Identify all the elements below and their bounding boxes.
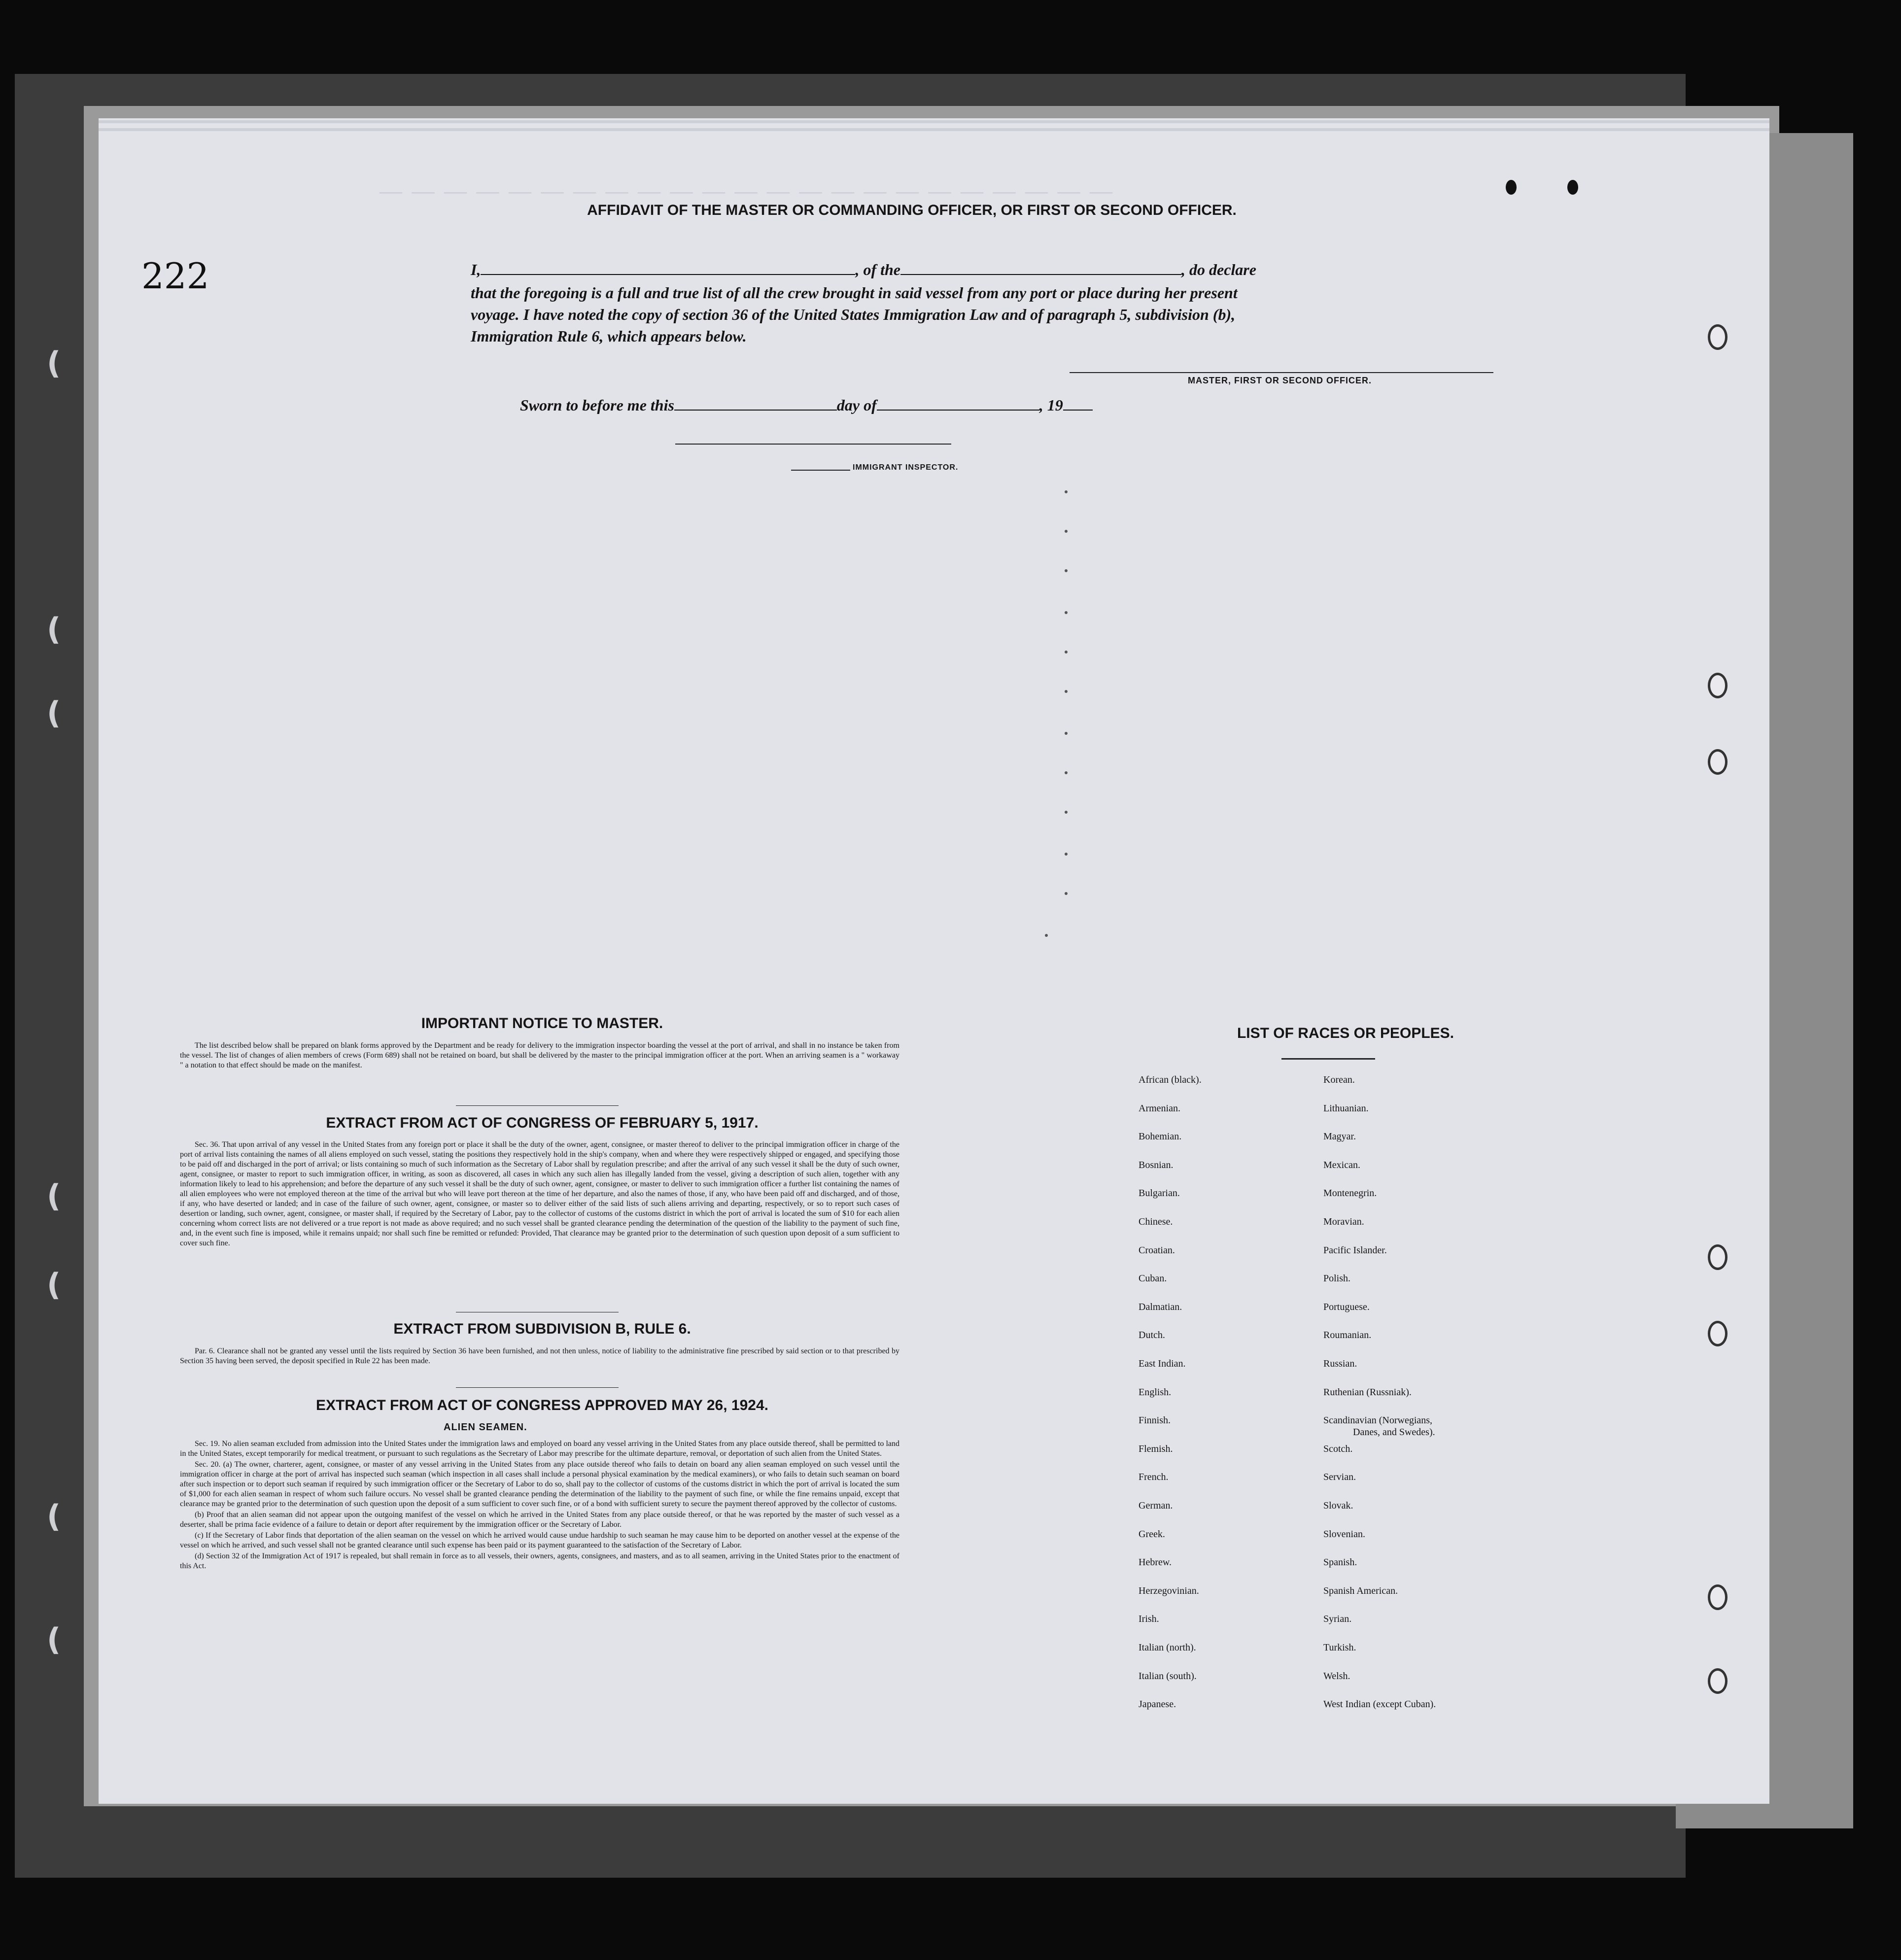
race-item: Italian (north). — [1139, 1642, 1196, 1653]
sworn-line — [520, 394, 1210, 416]
name-blank — [481, 259, 855, 275]
race-item: Irish. — [1139, 1614, 1159, 1625]
affidavit-line-1 — [471, 259, 1491, 280]
signature-line — [1070, 372, 1493, 373]
speck — [1065, 611, 1068, 614]
race-item: Turkish. — [1323, 1642, 1356, 1653]
binder-clip-icon: ( — [47, 695, 61, 731]
year-blank — [1063, 395, 1093, 411]
stamp-number: 222 — [141, 255, 209, 297]
binder-clip-icon: ( — [47, 611, 61, 647]
race-item: Bulgarian. — [1139, 1188, 1180, 1199]
document-page — [47, 118, 1769, 1804]
bleed-through-text: — — — — — — — — — — — — — — — — — — — — — — — — [380, 178, 1114, 203]
binder-clip-icon: ( — [47, 1267, 61, 1303]
race-item: Mexican. — [1323, 1159, 1360, 1170]
races-title-underline — [1281, 1058, 1375, 1060]
binder-clip-icon: ( — [47, 1178, 61, 1214]
race-item: Bohemian. — [1139, 1131, 1182, 1142]
affidavit-do-declare: , do declare — [1181, 261, 1256, 278]
speck — [1065, 690, 1068, 693]
sworn-day-of: day of — [836, 396, 877, 414]
race-item: Scotch. — [1323, 1443, 1353, 1454]
inspector-signature-line — [675, 444, 951, 445]
race-item: Syrian. — [1323, 1614, 1352, 1625]
extract-1924-body — [180, 1439, 899, 1572]
speck — [1065, 569, 1068, 572]
punch-dot — [1567, 180, 1578, 195]
signature-label: MASTER, FIRST OR SECOND OFFICER. — [1188, 376, 1372, 385]
race-item: Russian. — [1323, 1358, 1357, 1369]
race-item: Polish. — [1323, 1273, 1351, 1284]
extract-1917-paragraph: Sec. 36. That upon arrival of any vessel in the United States from any foreign port or place it shall be the duty of the owner, agent, consignee, or master thereof to deliver to the principal immigration officer in charge of the port of arrival lists containing the names of all aliens employed on such vessel, stating the positions they respectively hold in the ship's company, when and where they were respectively shipped or engaged, and specifying those to be paid off and discharged in the port of arrival; or lists containing so much of such information as the Secretary of Labor shall by regulation prescribe; and after the arrival of any such vessel it shall be the duty of such owner, agent, consignee, or master to report to such immigration officer, in writing, as soon as discovered, all cases in which any such alien has illegally landed from the vessel, giving a description of such alien, together with any information likely to lead to his apprehension; and before the departure of any such vessel it shall be the duty of such owner, agent, consignee, or master to deliver to such immigration officer a further list containing the names of all alien employees who were not employed thereon at the time of the arrival but who will leave port thereon at the time of her departure, and also the names of those, if any, who have been paid off and discharged, and of those, if any, who have deserted or landed; and in case of the failure of such owner, agent, consignee, or master so to deliver either of the said lists of such aliens arriving and departing, respectively, or so to report such cases of desertion or landing, such owner, agent, consignee, or master shall, if required by the Secretary of Labor, pay to the collector of customs of the customs district in which the port of arrival is located the sum of $10 for each alien concerning whom correct lists are not delivered or a true report is not made as above required; and no such vessel shall be granted clearance pending the determination of the question of the liability to the payment of such fine, and, in the event such fine is imposed, while it remains unpaid; nor shall such fine be remitted or refunded: Provided, That clearance may be granted prior to the determination of such question upon deposit of a sum sufficient to cover such fine. — [180, 1140, 899, 1247]
sec-19-paragraph: Sec. 19. No alien seaman excluded from admission into the United States under the immigration laws and employed on board any vessel arriving in the United States from any place outside thereof, shall be permitted to land in the United States, except temporarily for medical treatment, or pursuant to such regulations as the Secretary of Labor may prescribe for the ultimate departure, removal, or deportation of such alien from the United States. — [180, 1440, 899, 1458]
page-edge-strip — [99, 120, 1769, 123]
race-item: Roumanian. — [1323, 1330, 1372, 1341]
page-edge-strip — [99, 128, 1769, 131]
binder-hole — [1708, 1244, 1728, 1270]
race-item: Herzegovinian. — [1139, 1585, 1199, 1596]
sec-20c-paragraph: (c) If the Secretary of Labor finds that deportation of the alien seaman on the vessel on which he arrived would cause undue hardship to such seaman he may cause him to be deported on another vessel at the expense of the vessel on which he arrived, and such vessel shall not be granted clearance until such expense has been paid or its payment guaranteed to the satisfaction of the Secretary of Labor. — [180, 1531, 899, 1549]
extract-1924-title: EXTRACT FROM ACT OF CONGRESS APPROVED MAY 26, 1924. — [316, 1397, 768, 1413]
race-item: Chinese. — [1139, 1216, 1173, 1227]
race-item: West Indian (except Cuban). — [1323, 1699, 1436, 1710]
race-item: African (black). — [1139, 1074, 1202, 1085]
day-blank — [674, 395, 837, 411]
binder-clip-icon: ( — [47, 1498, 61, 1534]
subdivision-paragraph: Par. 6. Clearance shall not be granted any vessel until the lists required by Section 36 have been furnished, and not then unless, notice of liability to the administrative fine prescribed by said section or to that prescribed by Section 35 having been served, the deposit specified in Rule 22 has been made. — [180, 1347, 899, 1365]
race-item: Hebrew. — [1139, 1557, 1172, 1568]
notice-title: IMPORTANT NOTICE TO MASTER. — [421, 1015, 663, 1032]
races-title: LIST OF RACES OR PEOPLES. — [1237, 1025, 1454, 1041]
race-item: Servian. — [1323, 1472, 1356, 1483]
race-item: Italian (south). — [1139, 1670, 1197, 1682]
binder-clip-icon: ( — [47, 1621, 61, 1657]
affidavit-of-the: , of the — [855, 261, 900, 278]
race-item: English. — [1139, 1386, 1172, 1398]
race-item: Pacific Islander. — [1323, 1244, 1387, 1256]
race-item: Spanish American. — [1323, 1585, 1398, 1596]
race-item: Croatian. — [1139, 1244, 1175, 1256]
speck — [1065, 732, 1068, 735]
race-item: Welsh. — [1323, 1670, 1350, 1682]
month-blank — [877, 395, 1039, 411]
race-item: Dalmatian. — [1139, 1301, 1182, 1312]
speck — [1065, 530, 1068, 533]
affidavit-line-2: that the foregoing is a full and true list of all the crew brought in said vessel from any port or place during her present — [471, 284, 1238, 302]
race-item: French. — [1139, 1472, 1169, 1483]
sworn-year: , 19 — [1039, 396, 1063, 414]
affidavit-title: AFFIDAVIT OF THE MASTER OR COMMANDING OFFICER, OR FIRST OR SECOND OFFICER. — [587, 202, 1237, 218]
race-item: Slovak. — [1323, 1500, 1353, 1511]
subdivision-body — [180, 1346, 899, 1367]
speck — [1045, 934, 1048, 937]
affidavit-i: I, — [471, 261, 481, 278]
race-item: Greek. — [1139, 1528, 1165, 1540]
race-item: Lithuanian. — [1323, 1102, 1369, 1114]
affidavit-line-3: voyage. I have noted the copy of section 36 of the United States Immigration Law and of paragraph 5, subdivision (b), — [471, 306, 1236, 323]
race-item: Bosnian. — [1139, 1159, 1174, 1170]
sec-20b-paragraph: (b) Proof that an alien seaman did not appear upon the outgoing manifest of the vessel on which he arrived in the United States from any place outside thereof, or that he was reported by the master of such vessel as a deserter, shall be prima facie evidence of a failure to detain or deport after requirement by the immigration officer or the Secretary of Labor. — [180, 1511, 899, 1529]
race-item: Moravian. — [1323, 1216, 1364, 1227]
extract-1917-title: EXTRACT FROM ACT OF CONGRESS OF FEBRUARY 5, 1917. — [326, 1115, 759, 1131]
inspector-short-line — [791, 470, 850, 471]
speck — [1065, 490, 1068, 493]
speck — [1065, 651, 1068, 653]
race-item: Dutch. — [1139, 1330, 1165, 1341]
race-item: Finnish. — [1139, 1415, 1171, 1426]
sec-20d-paragraph: (d) Section 32 of the Immigration Act of 1917 is repealed, but shall remain in force as to all vessels, their owners, agents, consignees, and masters, and as to all seamen, arriving in the United States prior to the enactment of this Act. — [180, 1552, 899, 1570]
binder-clip-icon: ( — [47, 345, 61, 381]
speck — [1065, 771, 1068, 774]
race-item: Japanese. — [1139, 1699, 1176, 1710]
binder-hole — [1708, 673, 1728, 698]
race-item: Slovenian. — [1323, 1528, 1365, 1540]
affidavit-line-4: Immigration Rule 6, which appears below. — [471, 327, 747, 345]
race-item: German. — [1139, 1500, 1173, 1511]
race-item-continuation: Danes, and Swedes). — [1353, 1427, 1435, 1438]
section-divider — [456, 1387, 619, 1388]
binder-hole — [1708, 1584, 1728, 1610]
race-item: Magyar. — [1323, 1131, 1356, 1142]
speck — [1065, 853, 1068, 856]
notice-paragraph: The list described below shall be prepared on blank forms approved by the Department and be ready for delivery to the immigration inspector boarding the vessel at the port of arrival, and shall in no instance be taken from the vessel. The list of changes of alien members of crews (Form 689) shall not be retained on board, but shall be delivered by the master to the principal immigration officer at the port. When an arriving seamen is a " workaway " a notation to that effect should be made on the manifest. — [180, 1041, 899, 1069]
race-item: Flemish. — [1139, 1443, 1173, 1454]
binder-hole — [1708, 1321, 1728, 1346]
binder-hole — [1708, 324, 1728, 350]
race-item: Cuban. — [1139, 1273, 1167, 1284]
notice-body — [180, 1041, 899, 1071]
race-item: East Indian. — [1139, 1358, 1186, 1369]
speck — [1065, 892, 1068, 895]
race-item: Armenian. — [1139, 1102, 1180, 1114]
vessel-blank — [900, 259, 1181, 275]
race-item: Spanish. — [1323, 1557, 1357, 1568]
extract-1917-body — [180, 1140, 899, 1249]
sworn-prefix: Sworn to before me this — [520, 396, 674, 414]
punch-dot — [1506, 180, 1517, 195]
race-item: Korean. — [1323, 1074, 1355, 1085]
inspector-label: IMMIGRANT INSPECTOR. — [853, 463, 959, 472]
binder-hole — [1708, 749, 1728, 775]
section-divider — [456, 1105, 619, 1106]
sec-20a-paragraph: Sec. 20. (a) The owner, charterer, agent, consignee, or master of any vessel arriving in the United States from any place outside thereof who fails to detain on board any alien seaman employed on such vessel until the immigration officer in charge at the port of arrival has inspected such seaman (which inspection in all cases shall include a personal physical examination by the medical examiners), or who fails to detain such seaman on board after such inspection or to deport such seaman if required by such immigration officer or the Secretary of Labor to do so, shall pay to the collector of customs of the customs district in which the port of arrival is located the sum of $1,000 for each alien seaman in respect of whom such failure occurs. No vessel shall be granted clearance pending the determination of the liability to the payment of such fine, or while the fine remains unpaid, except that clearance may be granted prior to the determination of such question upon the deposit of a sum sufficient to cover such fine, or of a bond with sufficient surety to secure the payment thereof approved by the collector of customs. — [180, 1460, 899, 1508]
speck — [1065, 811, 1068, 814]
race-item: Scandinavian (Norwegians, — [1323, 1415, 1433, 1426]
alien-seamen-subtitle: ALIEN SEAMEN. — [444, 1422, 527, 1433]
race-item: Portuguese. — [1323, 1301, 1370, 1312]
race-item: Ruthenian (Russniak). — [1323, 1386, 1412, 1398]
race-item: Montenegrin. — [1323, 1188, 1377, 1199]
subdivision-title: EXTRACT FROM SUBDIVISION B, RULE 6. — [393, 1321, 691, 1337]
binder-hole — [1708, 1668, 1728, 1694]
